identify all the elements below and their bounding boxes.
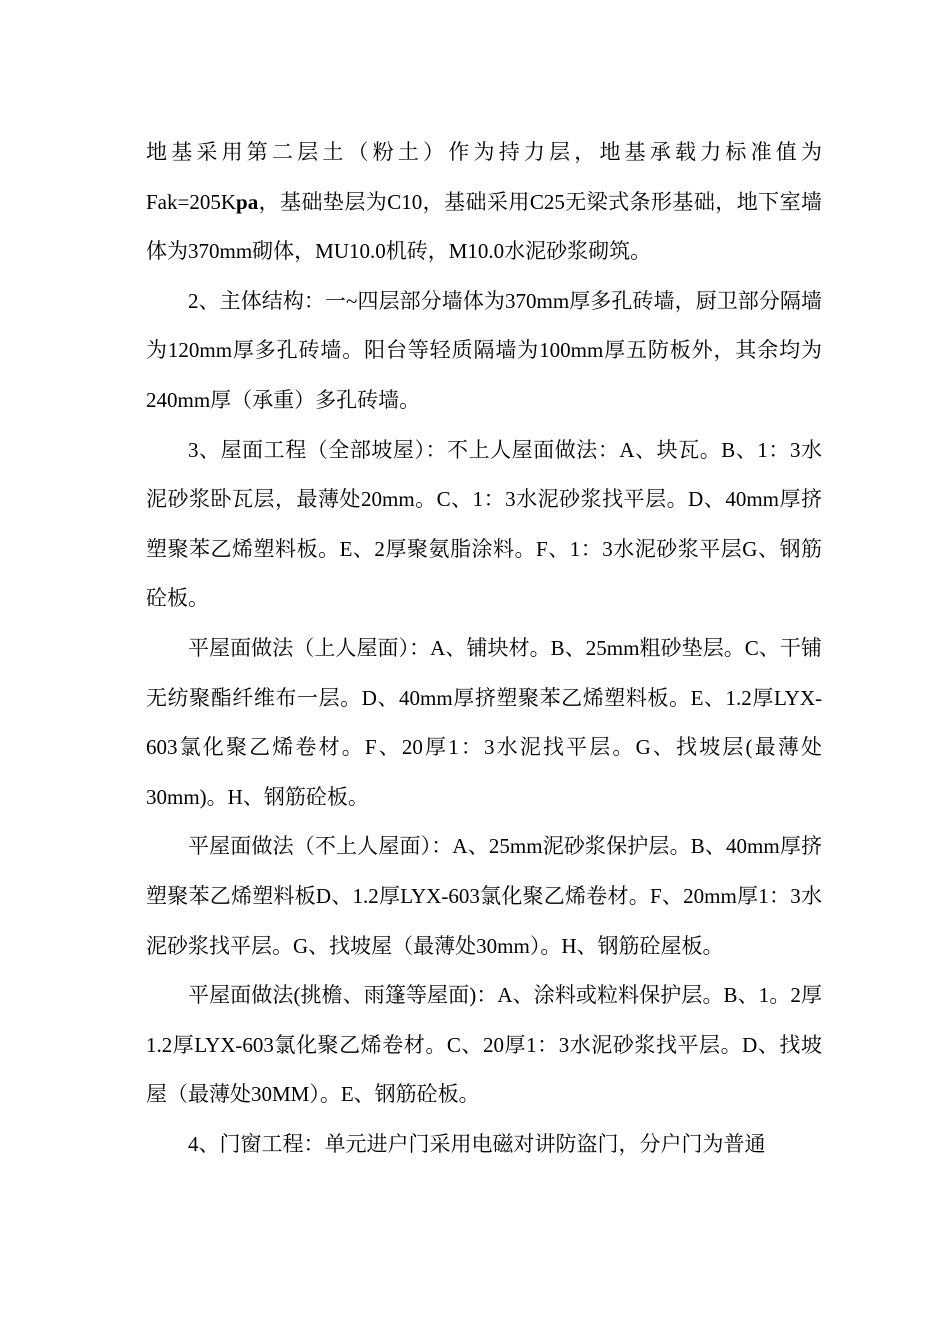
paragraph-flat-roof-accessible: 平屋面做法（上人屋面）：A、铺块材。B、25mm粗砂垫层。C、干铺无纺聚酯纤维布一层。D、40mm厚挤塑聚苯乙烯塑料板。E、1.2厚LYX-603氯化聚乙烯卷材。F、20厚1：3水泥找平层。G、找坡层(最薄处30mm)。H、钢筋砼板。 (146, 635, 822, 809)
body-text (146, 128, 822, 1169)
paragraph-main-structure: 2、主体结构：一~四层部分墙体为370mm厚多孔砖墙，厨卫部分隔墙为120mm厚多孔砖墙。阳台等轻质隔墙为100mm厚五防板外，其余均为240mm厚（承重）多孔砖墙。 (146, 288, 822, 412)
foundation-text-a: 地基采用第二层土（粉土）作为持力层，地基承载力标准值为Fak=205K (146, 140, 822, 214)
paragraph-roof-works: 3、屋面工程（全部坡屋）：不上人屋面做法：A、块瓦。B、1：3水泥砂浆卧瓦层，最薄处20mm。C、1：3水泥砂浆找平层。D、40mm厚挤塑聚苯乙烯塑料板。E、2厚聚氨脂涂料。F、1：3水泥砂浆平层G、钢筋砼板。 (146, 437, 822, 611)
paragraph-foundation (146, 128, 822, 277)
paragraph-doors-windows: 4、门窗工程：单元进户门采用电磁对讲防盗门，分户门为普通 (188, 1131, 766, 1156)
paragraph-flat-roof-non-accessible: 平屋面做法（不上人屋面）：A、25mm泥砂浆保护层。B、40mm厚挤塑聚苯乙烯塑料板D、1.2厚LYX-603氯化聚乙烯卷材。F、20mm厚1：3水泥砂浆找平层。G、找坡屋（最薄处30mm）。H、钢筋砼屋板。 (146, 834, 822, 958)
foundation-unit-bold: pa (236, 189, 259, 214)
foundation-text-b: ，基础垫层为C10，基础采用C25无梁式条形基础，地下室墙体为370mm砌体，MU10.0机砖，M10.0水泥砂浆砌筑。 (146, 189, 822, 264)
paragraph-flat-roof-eaves: 平屋面做法(挑檐、雨篷等屋面)：A、涂料或粒料保护层。B、1。2厚1.2厚LYX-603氯化聚乙烯卷材。C、20厚1：3水泥砂浆找平层。D、找坡屋（最薄处30MM）。E、钢筋砼板。 (146, 983, 822, 1107)
